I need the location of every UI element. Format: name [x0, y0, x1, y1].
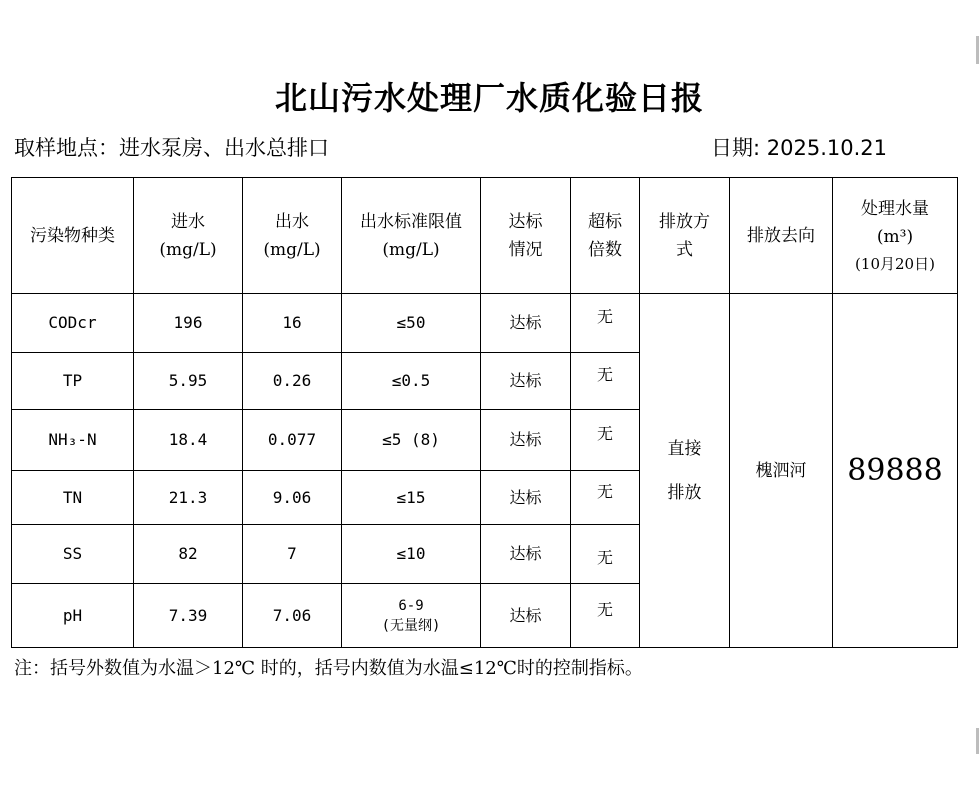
- header-pollutant: 污染物种类: [12, 178, 134, 294]
- pollutant-name: SS: [12, 525, 134, 584]
- pollutant-name: NH₃-N: [12, 410, 134, 471]
- discharge-destination: 槐泗河: [730, 294, 833, 648]
- limit-value: ≤0.5: [342, 353, 481, 410]
- limit-value: 6-9 (无量纲): [342, 584, 481, 648]
- report-date: 日期: 2025.10.21: [711, 136, 887, 160]
- report-title: 北山污水处理厂水质化验日报: [274, 79, 704, 117]
- outflow-value: 16: [243, 294, 342, 353]
- header-discharge-destination: 排放去向: [730, 178, 833, 294]
- limit-value: ≤10: [342, 525, 481, 584]
- inflow-value: 7.39: [134, 584, 243, 648]
- header-compliance: 达标 情况: [481, 178, 571, 294]
- outflow-value: 7: [243, 525, 342, 584]
- inflow-value: 82: [134, 525, 243, 584]
- inflow-value: 21.3: [134, 471, 243, 525]
- pollutant-name: TN: [12, 471, 134, 525]
- compliance-status: 达标: [481, 353, 571, 410]
- header-outflow: 出水 (mg/L): [243, 178, 342, 294]
- inflow-value: 18.4: [134, 410, 243, 471]
- exceed-multiple: 无: [571, 471, 640, 525]
- compliance-status: 达标: [481, 525, 571, 584]
- compliance-status: 达标: [481, 471, 571, 525]
- header-limit: 出水标准限值 (mg/L): [342, 178, 481, 294]
- discharge-mode: 直接 排放: [640, 294, 730, 648]
- outflow-value: 0.26: [243, 353, 342, 410]
- pollutant-name: TP: [12, 353, 134, 410]
- inflow-value: 5.95: [134, 353, 243, 410]
- compliance-status: 达标: [481, 294, 571, 353]
- sampling-location: 取样地点：进水泵房、出水总排口: [14, 136, 329, 160]
- exceed-multiple: 无: [571, 584, 640, 648]
- footnote: 注：括号外数值为水温＞12℃ 时的，括号内数值为水温≤12℃时的控制指标。: [14, 658, 643, 679]
- outflow-value: 7.06: [243, 584, 342, 648]
- outflow-value: 0.077: [243, 410, 342, 471]
- pollutant-name: pH: [12, 584, 134, 648]
- header-exceed: 超标 倍数: [571, 178, 640, 294]
- table-header-row: [12, 178, 958, 294]
- treated-volume: 89888: [833, 294, 958, 648]
- limit-value: ≤50: [342, 294, 481, 353]
- compliance-status: 达标: [481, 410, 571, 471]
- header-volume: 处理水量 (m³) (10月20日): [833, 178, 958, 294]
- outflow-value: 9.06: [243, 471, 342, 525]
- inflow-value: 196: [134, 294, 243, 353]
- pollutant-name: CODcr: [12, 294, 134, 353]
- header-inflow: 进水 (mg/L): [134, 178, 243, 294]
- exceed-multiple: 无: [571, 410, 640, 471]
- exceed-multiple: 无: [571, 294, 640, 353]
- compliance-status: 达标: [481, 584, 571, 648]
- table-row: [12, 294, 958, 353]
- limit-value: ≤15: [342, 471, 481, 525]
- water-quality-table: [11, 177, 958, 648]
- exceed-multiple: 无: [571, 525, 640, 584]
- header-discharge-mode: 排放方 式: [640, 178, 730, 294]
- exceed-multiple: 无: [571, 353, 640, 410]
- limit-value: ≤5 (8): [342, 410, 481, 471]
